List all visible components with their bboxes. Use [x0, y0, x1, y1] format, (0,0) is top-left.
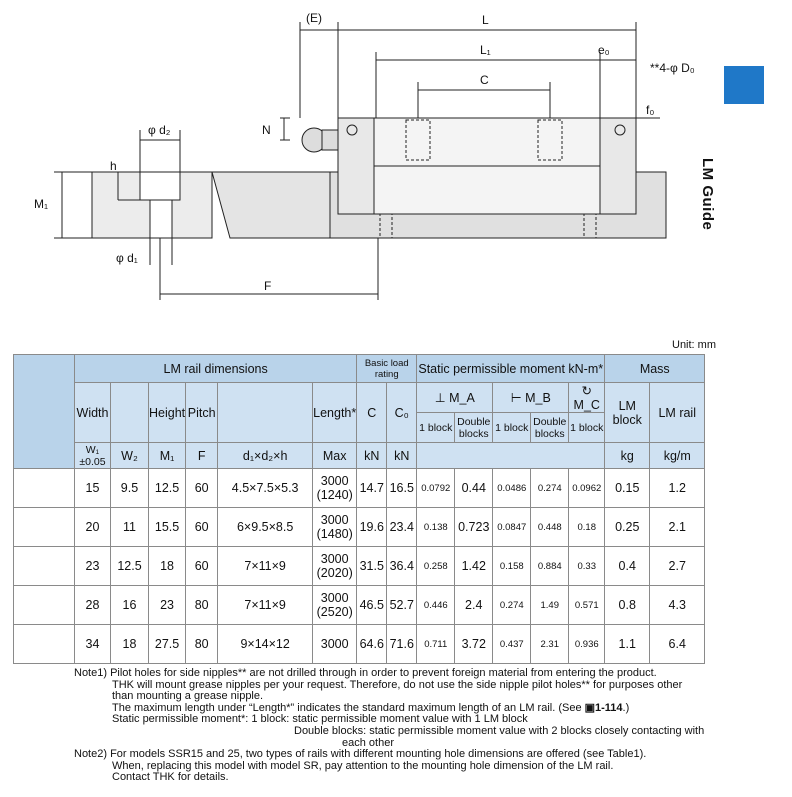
mb-icon: ⊢ — [510, 391, 522, 405]
table-row — [14, 625, 705, 664]
cell-f: 60 — [186, 469, 218, 508]
group-mass: Mass — [605, 355, 705, 383]
note1-d: The maximum length under “Length*” indicates the standard maximum length of an LM rail. (See ▣1-114.) — [112, 701, 630, 714]
sub-f: F — [186, 443, 218, 469]
cell-m1: 23 — [149, 586, 186, 625]
sub-m1: M₁ — [149, 443, 186, 469]
cell-c0: 52.7 — [387, 586, 417, 625]
note1-c: than mounting a grease nipple. — [112, 690, 264, 703]
cell-d: 9×14×12 — [218, 625, 313, 664]
cell-f: 60 — [186, 547, 218, 586]
cell-d: 7×11×9 — [218, 586, 313, 625]
cell-mb1: 0.274 — [493, 586, 531, 625]
note2-b: When, replacing this model with model SR, pay attention to the mounting hole dimension of the LM rail. — [112, 759, 614, 772]
cell-w2: 9.5 — [111, 469, 149, 508]
model-cell — [14, 508, 75, 547]
cell-c0: 16.5 — [387, 469, 417, 508]
cell-mb2: 1.49 — [531, 586, 569, 625]
cell-mb2: 0.448 — [531, 508, 569, 547]
cell-w1: 15 — [75, 469, 111, 508]
note1-e: Static permissible moment*: 1 block: static permissible moment value with 1 LM block — [112, 713, 528, 726]
cell-d: 6×9.5×8.5 — [218, 508, 313, 547]
sub-ma2: Double blocks — [455, 413, 493, 443]
cell-mb2: 0.884 — [531, 547, 569, 586]
cell-len: 3000 (2020) — [313, 547, 357, 586]
cell-mb1: 0.0847 — [493, 508, 531, 547]
cell-len: 3000 (2520) — [313, 586, 357, 625]
cell-m1: 15.5 — [149, 508, 186, 547]
cell-len: 3000 (1480) — [313, 508, 357, 547]
cell-kg: 0.15 — [605, 469, 650, 508]
cell-kg: 1.1 — [605, 625, 650, 664]
sub-mc1: 1 block — [569, 413, 605, 443]
cell-mb2: 0.274 — [531, 469, 569, 508]
model-cell — [14, 625, 75, 664]
cell-len: 3000 — [313, 625, 357, 664]
cell-kg: 0.8 — [605, 586, 650, 625]
cell-m1: 27.5 — [149, 625, 186, 664]
group-moment: Static permissible moment kN-m* — [417, 355, 605, 383]
sub-kg: kg — [605, 443, 650, 469]
table-row — [14, 508, 705, 547]
sub-kn1: kN — [357, 443, 387, 469]
spec-table — [13, 354, 705, 664]
hdr-lm-block: LM block — [605, 383, 650, 443]
cell-kgm: 2.7 — [650, 547, 705, 586]
cell-ma2: 0.723 — [455, 508, 493, 547]
model-cell — [14, 469, 75, 508]
sub-kgm: kg/m — [650, 443, 705, 469]
hdr-length: Length* — [313, 383, 357, 443]
cell-kgm: 4.3 — [650, 586, 705, 625]
model-cell — [14, 547, 75, 586]
label-f: F — [264, 279, 272, 293]
unit-label: Unit: mm — [672, 339, 716, 351]
hdr-mb: ⊢ M_B — [493, 383, 569, 413]
cell-w2: 16 — [111, 586, 149, 625]
hdr-width: Width — [75, 383, 111, 443]
hdr-c: C — [357, 383, 387, 443]
cell-kg: 0.4 — [605, 547, 650, 586]
cell-f: 60 — [186, 508, 218, 547]
cell-w2: 11 — [111, 508, 149, 547]
cell-w2: 18 — [111, 625, 149, 664]
cell-w1: 28 — [75, 586, 111, 625]
cell-ma1: 0.138 — [417, 508, 455, 547]
note1-a: Note1) Pilot holes for side nipples** are not drilled through in order to prevent foreign material from entering the product. — [74, 667, 657, 679]
cell-kgm: 6.4 — [650, 625, 705, 664]
table-row — [14, 469, 705, 508]
cell-ma1: 0.711 — [417, 625, 455, 664]
sub-max: Max — [313, 443, 357, 469]
cell-mc1: 0.33 — [569, 547, 605, 586]
hdr-ma: ⊥ M_A — [417, 383, 493, 413]
cell-kg: 0.25 — [605, 508, 650, 547]
cell-d: 7×11×9 — [218, 547, 313, 586]
cell-len: 3000 (1240) — [313, 469, 357, 508]
cell-d: 4.5×7.5×5.3 — [218, 469, 313, 508]
hdr-lm-rail: LM rail — [650, 383, 705, 443]
cell-w1: 23 — [75, 547, 111, 586]
note1-f: Double blocks: static permissible moment value with 2 blocks closely contacting with — [294, 724, 705, 737]
cell-mc1: 0.18 — [569, 508, 605, 547]
label-c: C — [480, 73, 489, 87]
mc-icon: ↻ — [581, 384, 592, 398]
hdr-mc: ↻ M_C — [569, 383, 605, 413]
cell-m1: 12.5 — [149, 469, 186, 508]
note1-g: each other — [342, 736, 394, 749]
label-l1: L₁ — [480, 43, 491, 57]
section-label: LM Guide — [699, 158, 716, 231]
cell-ma2: 0.44 — [455, 469, 493, 508]
label-d1: φ d₁ — [116, 251, 138, 265]
label-l: L — [482, 13, 489, 27]
sub-kn2: kN — [387, 443, 417, 469]
cell-c0: 36.4 — [387, 547, 417, 586]
label-n: N — [262, 123, 271, 137]
page-ref: ▣1-114 — [584, 701, 623, 714]
table-row — [14, 547, 705, 586]
model-cell — [14, 586, 75, 625]
sub-ma1: 1 block — [417, 413, 455, 443]
cell-mb1: 0.0486 — [493, 469, 531, 508]
cell-mb1: 0.437 — [493, 625, 531, 664]
cell-mc1: 0.936 — [569, 625, 605, 664]
label-e0: e₀ — [598, 43, 610, 57]
cell-mb1: 0.158 — [493, 547, 531, 586]
note2-a: Note2) For models SSR15 and 25, two types of rails with different mounting hole dimensions are offered (see Table1). — [74, 748, 647, 761]
cell-ma2: 1.42 — [455, 547, 493, 586]
group-load: Basic load rating — [357, 355, 417, 383]
sub-w2: W₂ — [111, 443, 149, 469]
cell-f: 80 — [186, 625, 218, 664]
sub-w1: W₁ ±0.05 — [75, 443, 111, 469]
note2-c: Contact THK for details. — [112, 771, 229, 784]
cell-w1: 20 — [75, 508, 111, 547]
cell-w2: 12.5 — [111, 547, 149, 586]
label-f0: f₀ — [646, 103, 655, 117]
cell-c: 64.6 — [357, 625, 387, 664]
notes — [74, 668, 724, 784]
cell-m1: 18 — [149, 547, 186, 586]
cell-ma2: 2.4 — [455, 586, 493, 625]
cell-mc1: 0.571 — [569, 586, 605, 625]
cell-mc1: 0.0962 — [569, 469, 605, 508]
label-m1: M₁ — [34, 197, 49, 211]
cell-ma1: 0.258 — [417, 547, 455, 586]
label-h: h — [110, 159, 117, 173]
section-tab — [724, 66, 764, 104]
model-column-header — [14, 355, 75, 469]
cell-ma1: 0.446 — [417, 586, 455, 625]
table-row — [14, 586, 705, 625]
cell-f: 80 — [186, 586, 218, 625]
cell-mb2: 2.31 — [531, 625, 569, 664]
group-rail: LM rail dimensions — [75, 355, 357, 383]
cell-ma1: 0.0792 — [417, 469, 455, 508]
cell-c0: 71.6 — [387, 625, 417, 664]
label-d0: **4-φ D₀ — [650, 61, 695, 75]
label-e: (E) — [306, 11, 322, 25]
ma-icon: ⊥ — [434, 391, 446, 405]
note1-b: THK will mount grease nipples per your request. Therefore, do not use the side nipple pilot holes** for purposes other — [112, 678, 683, 691]
cell-c: 19.6 — [357, 508, 387, 547]
hdr-height: Height — [149, 383, 186, 443]
sub-d: d₁×d₂×h — [218, 443, 313, 469]
technical-drawing — [0, 0, 792, 330]
cell-c0: 23.4 — [387, 508, 417, 547]
hdr-c0: C₀ — [387, 383, 417, 443]
cell-c: 14.7 — [357, 469, 387, 508]
cell-ma2: 3.72 — [455, 625, 493, 664]
cell-c: 31.5 — [357, 547, 387, 586]
hdr-pitch: Pitch — [186, 383, 218, 443]
cell-kgm: 1.2 — [650, 469, 705, 508]
cell-kgm: 2.1 — [650, 508, 705, 547]
label-d2: φ d₂ — [148, 123, 171, 137]
sub-mb1: 1 block — [493, 413, 531, 443]
cell-w1: 34 — [75, 625, 111, 664]
sub-mb2: Double blocks — [531, 413, 569, 443]
cell-c: 46.5 — [357, 586, 387, 625]
